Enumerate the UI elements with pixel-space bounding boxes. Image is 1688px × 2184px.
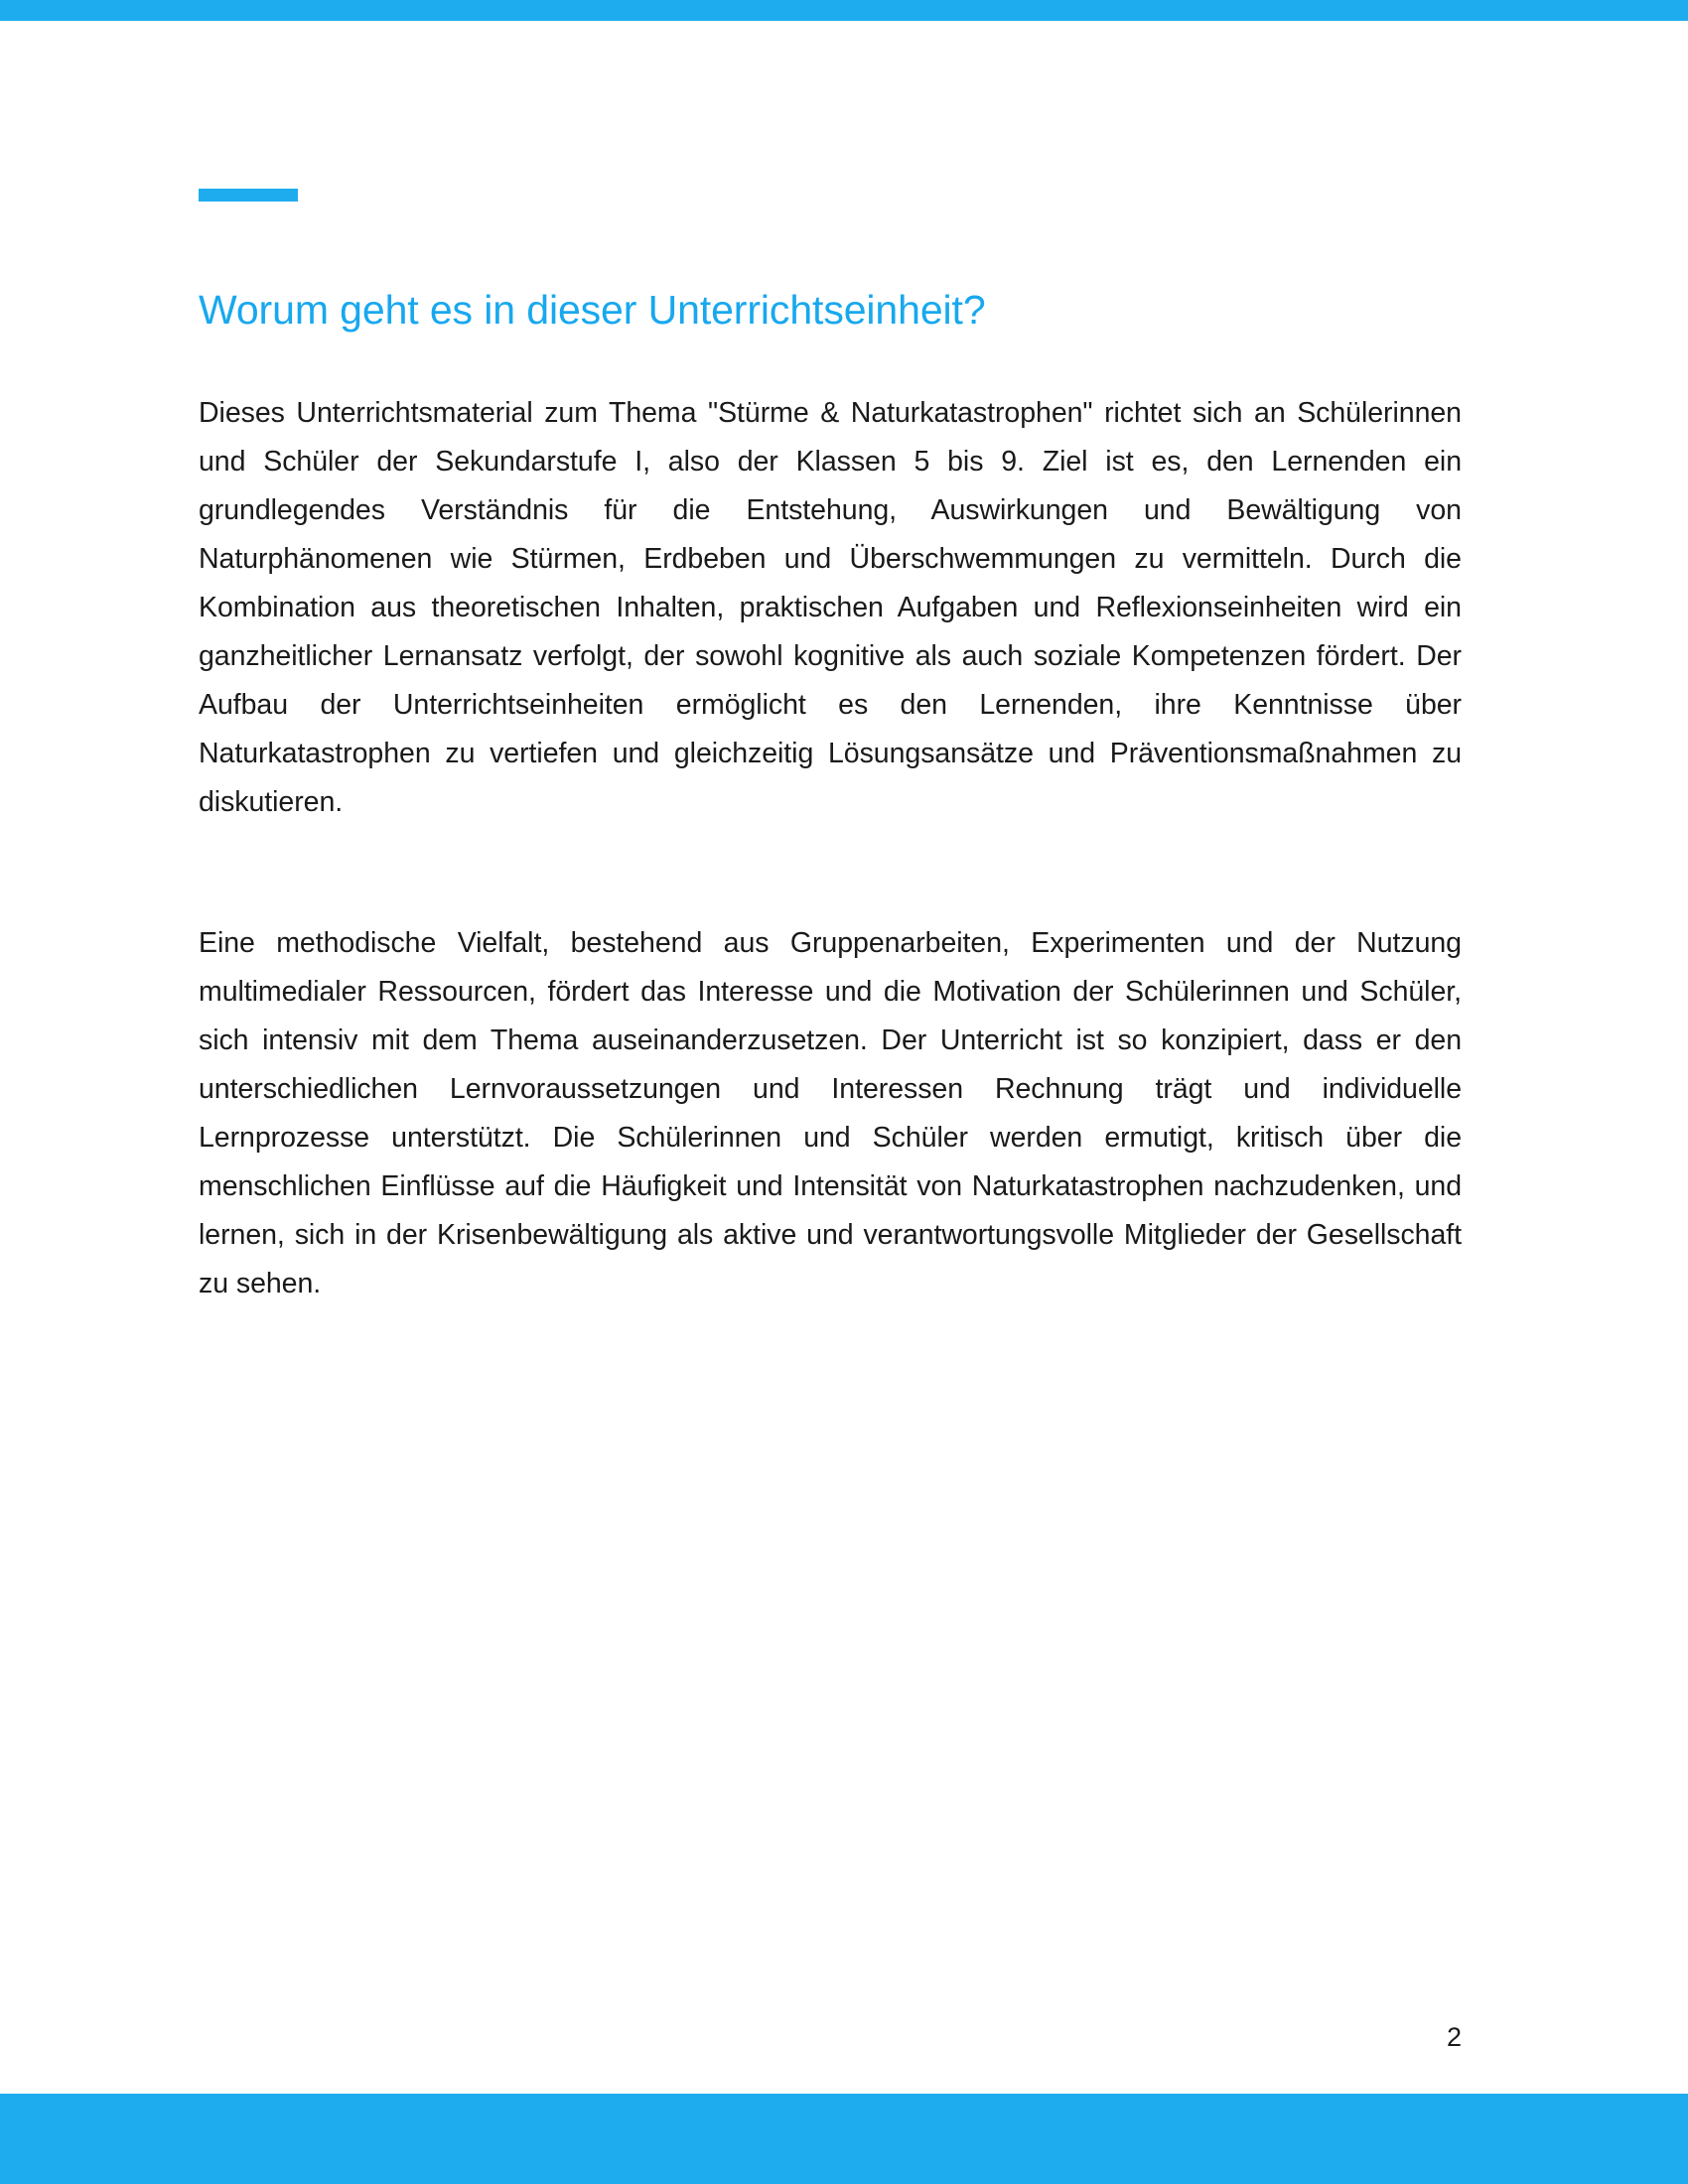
bottom-accent-bar	[0, 2094, 1688, 2184]
top-accent-bar	[0, 0, 1688, 21]
body-text-block	[199, 389, 1462, 1308]
page-heading: Worum geht es in dieser Unterrichtseinheit?	[199, 287, 986, 333]
page-number: 2	[1446, 2022, 1462, 2052]
paragraph-methods: Eine methodische Vielfalt, bestehend aus Gruppenarbeiten, Experimenten und der Nutzung multimedialer Ressourcen, fördert das Interesse und die Motivation der Schülerinnen und Schüler, sich intensiv mit dem Thema auseinanderzusetzen. Der Unterricht ist so konzipiert, dass er den unterschiedlichen Lernvoraussetzungen und Interessen Rechnung trägt und individuelle Lernprozesse unterstützt. Die Schülerinnen und Schüler werden ermutigt, kritisch über die menschlichen Einflüsse auf die Häufigkeit und Intensität von Naturkatastrophen nachzudenken, und lernen, sich in der Krisenbewältigung als aktive und verantwortungsvolle Mitglieder der Gesellschaft zu sehen.	[199, 927, 1462, 1299]
heading-accent-dash	[199, 189, 298, 202]
paragraph-intro: Dieses Unterrichtsmaterial zum Thema "Stürme & Naturkatastrophen" richtet sich an Schülerinnen und Schüler der Sekundarstufe I, also der Klassen 5 bis 9. Ziel ist es, den Lernenden ein grundlegendes Verständnis für die Entstehung, Auswirkungen und Bewältigung von Naturphänomenen wie Stürmen, Erdbeben und Überschwemmungen zu vermitteln. Durch die Kombination aus theoretischen Inhalten, praktischen Aufgaben und Reflexionseinheiten wird ein ganzheitlicher Lernansatz verfolgt, der sowohl kognitive als auch soziale Kompetenzen fördert. Der Aufbau der Unterrichtseinheiten ermöglicht es den Lernenden, ihre Kenntnisse über Naturkatastrophen zu vertiefen und gleichzeitig Lösungsansätze und Präventionsmaßnahmen zu diskutieren.	[199, 397, 1462, 818]
